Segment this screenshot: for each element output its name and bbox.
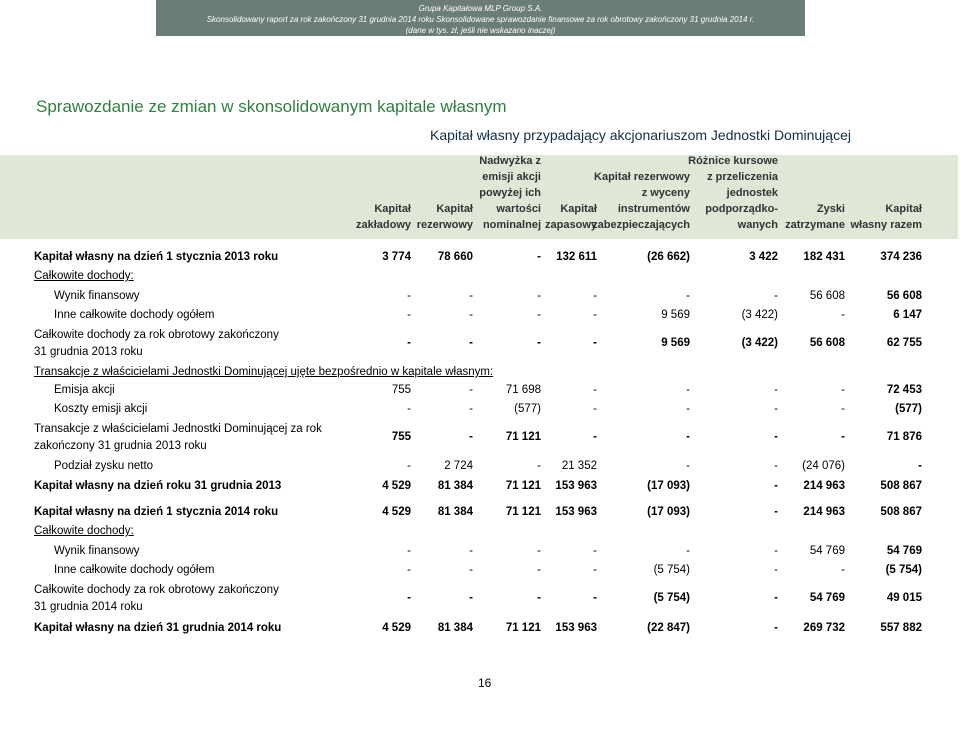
table-cell: (22 847) <box>647 622 690 634</box>
table-cell: - <box>918 460 922 472</box>
report-description: Skonsolidowany raport za rok zakończony 31 grudnia 2014 roku Skonsolidowane sprawozdanie finansowe za rok obrotowy zakończony 31 grudnia 2014 r. <box>206 15 755 24</box>
table-cell: - <box>537 592 541 604</box>
row-label-line: Podział zysku netto <box>54 460 154 472</box>
row-label-line: Kapitał własny na dzień roku 31 grudnia 2013 <box>34 480 282 492</box>
row-label-line: Całkowite dochody za rok obrotowy zakończony <box>34 329 279 341</box>
table-cell: - <box>593 545 597 557</box>
table-cell: 56 608 <box>886 290 922 302</box>
table-cell: - <box>774 403 778 415</box>
table-cell: (26 662) <box>647 251 690 263</box>
table-row <box>0 307 960 325</box>
table-row <box>0 523 960 541</box>
row-label <box>34 421 322 455</box>
column-header-line: zapasowy <box>545 219 597 231</box>
table-cell: - <box>537 251 541 263</box>
row-label <box>34 364 493 381</box>
column-header-line: zatrzymane <box>785 219 845 231</box>
table-cell: - <box>407 309 411 321</box>
table-cell: 21 352 <box>561 460 597 472</box>
table-cell: 214 963 <box>803 506 845 518</box>
table-cell: - <box>537 564 541 576</box>
table-cell: - <box>469 384 473 396</box>
column-header-line: zabezpieczających <box>592 219 690 231</box>
table-cell: 153 963 <box>555 480 597 492</box>
table-cell: - <box>774 460 778 472</box>
row-label-line: Kapitał własny na dzień 1 stycznia 2013 roku <box>34 251 279 263</box>
row-label <box>54 543 140 560</box>
table-cell: (17 093) <box>647 480 690 492</box>
units-note: (dane w tys. zł, jeśli nie wskazano inaczej) <box>405 26 556 35</box>
table-cell: - <box>593 337 597 349</box>
statement-title: Sprawozdanie ze zmian w skonsolidowanym kapitale własnym <box>36 97 507 116</box>
row-label-line: Całkowite dochody: <box>34 270 134 282</box>
table-cell: - <box>469 564 473 576</box>
column-header-line: z przeliczenia <box>707 171 778 183</box>
table-cell: 78 660 <box>437 251 473 263</box>
table-cell: - <box>774 431 778 443</box>
table-cell: - <box>469 290 473 302</box>
column-header-line: z wyceny <box>641 187 690 199</box>
column-header-line: Kapitał <box>374 203 411 215</box>
table-cell: 508 867 <box>880 506 922 518</box>
table-cell: - <box>841 564 845 576</box>
column-header-line: powyżej ich <box>479 187 541 199</box>
column-header-line: Kapitał <box>560 203 597 215</box>
column-header-line: nominalnej <box>482 219 541 231</box>
table-cell: 71 121 <box>505 506 541 518</box>
column-header <box>590 169 690 233</box>
column-header <box>842 201 922 233</box>
table-cell: 153 963 <box>555 622 597 634</box>
column-header-line: emisji akcji <box>482 171 541 183</box>
column-header-line: Kapitał rezerwowy <box>594 171 690 183</box>
table-cell: 54 769 <box>809 592 845 604</box>
table-cell: - <box>686 403 690 415</box>
row-label <box>54 382 115 399</box>
row-label <box>54 458 153 475</box>
column-header-line: jednostek <box>726 187 778 199</box>
table-cell: - <box>407 290 411 302</box>
table-cell: - <box>686 384 690 396</box>
table-row <box>0 401 960 419</box>
table-row <box>0 504 960 522</box>
column-header <box>351 201 411 233</box>
column-header <box>413 201 473 233</box>
table-cell: - <box>686 460 690 472</box>
table-cell: - <box>593 592 597 604</box>
column-header-line: podporządko- <box>705 203 778 215</box>
table-row <box>0 382 960 400</box>
table-cell: (5 754) <box>653 592 690 604</box>
table-cell: 71 698 <box>505 384 541 396</box>
table-cell: 182 431 <box>803 251 845 263</box>
row-label <box>34 582 279 616</box>
table-cell: - <box>774 564 778 576</box>
row-label <box>34 620 281 637</box>
table-cell: (3 422) <box>741 309 778 321</box>
table-cell: - <box>686 290 690 302</box>
table-cell: 4 529 <box>382 622 411 634</box>
column-header-line: instrumentów <box>617 203 690 215</box>
report-header-banner <box>156 0 805 36</box>
table-cell: - <box>537 309 541 321</box>
row-label-line: Całkowite dochody za rok obrotowy zakończony <box>34 584 279 596</box>
table-cell: 508 867 <box>880 480 922 492</box>
table-cell: - <box>469 309 473 321</box>
table-cell: 755 <box>391 431 411 443</box>
column-header <box>688 153 778 233</box>
table-cell: - <box>593 431 597 443</box>
table-cell: 71 121 <box>505 622 541 634</box>
table-row <box>0 582 960 616</box>
column-header-line: Kapitał <box>436 203 473 215</box>
row-label-line: Inne całkowite dochody ogółem <box>54 309 215 321</box>
column-header-line: Różnice kursowe <box>688 155 778 167</box>
table-cell: 153 963 <box>555 506 597 518</box>
table-cell: - <box>407 403 411 415</box>
table-cell: - <box>537 337 541 349</box>
row-label <box>54 562 214 579</box>
table-cell: 81 384 <box>437 480 473 492</box>
table-cell: 49 015 <box>886 592 922 604</box>
table-cell: 9 569 <box>661 309 690 321</box>
table-cell: 81 384 <box>437 622 473 634</box>
table-cell: (3 422) <box>741 337 778 349</box>
table-cell: - <box>407 337 411 349</box>
table-cell: 374 236 <box>880 251 922 263</box>
column-header-line: wartości <box>496 203 541 215</box>
table-cell: - <box>537 460 541 472</box>
row-label <box>34 504 278 521</box>
row-label-line: zakończony 31 grudnia 2013 roku <box>34 440 207 452</box>
column-header <box>537 201 597 233</box>
table-cell: 72 453 <box>886 384 922 396</box>
table-cell: - <box>774 480 778 492</box>
table-cell: - <box>686 431 690 443</box>
table-cell: 3 422 <box>749 251 778 263</box>
table-cell: 2 724 <box>444 460 473 472</box>
row-label <box>54 288 140 305</box>
column-header-line: zakładowy <box>355 219 411 231</box>
table-cell: - <box>469 592 473 604</box>
table-cell: 81 384 <box>437 506 473 518</box>
table-cell: - <box>407 592 411 604</box>
table-cell: 56 608 <box>809 337 845 349</box>
table-cell: 62 755 <box>886 337 922 349</box>
row-label <box>34 523 134 540</box>
row-label-line: Kapitał własny na dzień 1 stycznia 2014 roku <box>34 506 279 518</box>
table-cell: - <box>537 545 541 557</box>
row-label-line: Wynik finansowy <box>54 290 140 302</box>
table-cell: 71 876 <box>886 431 922 443</box>
column-header-line: Kapitał <box>885 203 922 215</box>
column-header <box>775 201 845 233</box>
row-label <box>54 401 147 418</box>
table-cell: 9 569 <box>661 337 690 349</box>
column-header-band <box>0 155 958 239</box>
table-cell: (577) <box>514 403 541 415</box>
table-cell: - <box>774 622 778 634</box>
table-cell: 755 <box>391 384 411 396</box>
table-row <box>0 458 960 476</box>
row-label-line: 31 grudnia 2013 roku <box>34 346 143 358</box>
table-cell: 71 121 <box>505 431 541 443</box>
table-cell: - <box>686 545 690 557</box>
table-cell: - <box>841 309 845 321</box>
column-header <box>471 153 541 233</box>
table-cell: - <box>593 290 597 302</box>
table-row <box>0 562 960 580</box>
table-cell: - <box>407 545 411 557</box>
table-row <box>0 288 960 306</box>
table-cell: 4 529 <box>382 506 411 518</box>
table-cell: - <box>469 403 473 415</box>
company-name: Grupa Kapitałowa MLP Group S.A. <box>418 4 543 13</box>
column-header-line: Zyski <box>816 203 845 215</box>
table-cell: (17 093) <box>647 506 690 518</box>
table-row <box>0 364 960 382</box>
table-cell: - <box>841 403 845 415</box>
row-label-line: Koszty emisji akcji <box>54 403 148 415</box>
table-cell: - <box>593 384 597 396</box>
table-cell: - <box>774 384 778 396</box>
table-cell: 54 769 <box>886 545 922 557</box>
table-cell: 4 529 <box>382 480 411 492</box>
table-cell: - <box>469 337 473 349</box>
table-cell: 6 147 <box>893 309 922 321</box>
table-cell: 557 882 <box>880 622 922 634</box>
table-cell: 214 963 <box>803 480 845 492</box>
table-cell: (24 076) <box>802 460 845 472</box>
table-cell: (5 754) <box>653 564 690 576</box>
page-number: 16 <box>478 676 492 690</box>
row-label <box>54 307 214 324</box>
column-header-line: Nadwyżka z <box>479 155 541 167</box>
table-cell: - <box>407 460 411 472</box>
table-row <box>0 327 960 361</box>
row-label-line: Transakcje z właścicielami Jednostki Dominującej ujęte bezpośrednio w kapitale własnym: <box>34 366 494 378</box>
table-cell: 54 769 <box>809 545 845 557</box>
table-cell: - <box>774 506 778 518</box>
table-cell: - <box>593 309 597 321</box>
table-cell: 132 611 <box>556 251 597 263</box>
table-row <box>0 543 960 561</box>
table-cell: - <box>841 384 845 396</box>
table-cell: - <box>407 564 411 576</box>
row-label <box>34 268 134 285</box>
row-label-line: Inne całkowite dochody ogółem <box>54 564 215 576</box>
table-cell: 269 732 <box>803 622 845 634</box>
row-label-line: Emisja akcji <box>54 384 115 396</box>
row-label-line: Kapitał własny na dzień 31 grudnia 2014 roku <box>34 622 282 634</box>
table-cell: - <box>841 431 845 443</box>
column-header-line: rezerwowy <box>416 219 473 231</box>
row-label <box>34 327 279 361</box>
column-header-line: własny razem <box>850 219 922 231</box>
table-cell: - <box>469 431 473 443</box>
table-cell: (577) <box>895 403 922 415</box>
table-cell: (5 754) <box>885 564 922 576</box>
table-cell: 56 608 <box>809 290 845 302</box>
row-label <box>34 249 278 266</box>
table-cell: - <box>774 592 778 604</box>
row-label-line: Wynik finansowy <box>54 545 140 557</box>
table-cell: - <box>593 403 597 415</box>
table-cell: 3 774 <box>382 251 411 263</box>
table-row <box>0 478 960 496</box>
table-row <box>0 620 960 638</box>
table-row <box>0 421 960 455</box>
table-cell: - <box>469 545 473 557</box>
table-cell: - <box>593 564 597 576</box>
table-cell: - <box>774 545 778 557</box>
equity-attribution-heading: Kapitał własny przypadający akcjonariuszom Jednostki Dominującej <box>430 127 851 143</box>
row-label-line: Całkowite dochody: <box>34 525 134 537</box>
table-row <box>0 249 960 267</box>
table-cell: 71 121 <box>505 480 541 492</box>
row-label <box>34 478 281 495</box>
table-row <box>0 268 960 286</box>
column-header-line: wanych <box>737 219 778 231</box>
row-label-line: 31 grudnia 2014 roku <box>34 601 143 613</box>
row-label-line: Transakcje z właścicielami Jednostki Dominującej za rok <box>34 423 322 435</box>
table-cell: - <box>537 290 541 302</box>
table-cell: - <box>774 290 778 302</box>
